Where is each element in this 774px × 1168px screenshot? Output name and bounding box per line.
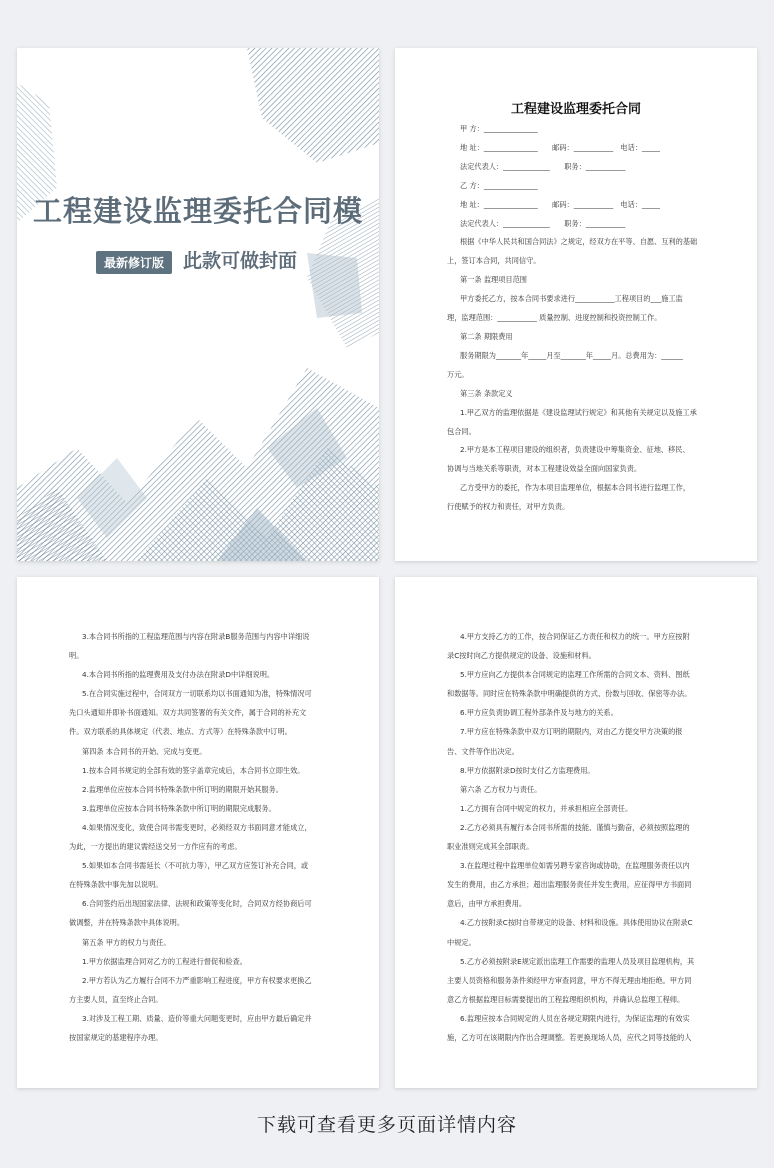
text-line: 服务期限为_______年_____月至_______年_____月。总费用为：______: [460, 350, 683, 360]
text-line: 明。: [69, 651, 84, 661]
text-line: 3.本合同书所指的工程监理范围与内容在附录B服务范围与内容中详细说: [82, 632, 310, 641]
text-line: 为此，一方提出的建议需经送交另一方作应有的考虑。: [69, 842, 242, 852]
text-line: 法定代表人：_____________ 职务：___________: [460, 161, 626, 171]
text-line: 主要人员资格和服务条件须经甲方审查同意，甲方不得无理由地拒绝。甲方同: [447, 975, 692, 985]
text-line: 第六条 乙方权力与责任。: [460, 784, 542, 794]
text-line: 1.按本合同书规定的全部有效的签字盖章完成后，本合同书立即生效。: [82, 765, 305, 775]
text-line: 发生的费用，由乙方承担；超出监理服务责任并发生费用，应征得甲方书面同: [447, 880, 692, 890]
text-line: 告、文件等作出决定。: [447, 746, 519, 756]
text-line: 行使赋予的权力和责任，对甲方负责。: [447, 502, 570, 512]
text-line: 意乙方根据监理目标需要提出的工程监理组织机构，并确认总监理工程师。: [447, 994, 685, 1004]
text-line: 做调整，并在特殊条款中具体说明。: [69, 918, 185, 928]
text-line: 第一条 监理项目范围: [460, 275, 527, 285]
cover-badge: 最新修订版: [96, 251, 172, 274]
text-line: 5.如果如本合同书需延长（不可抗力等），甲乙双方应签订补充合同，或: [82, 861, 309, 871]
text-line: 5.乙方必须按附录E规定派出监理工作需要的监理人员及项目监理机构，其: [460, 956, 695, 966]
text-line: 4.本合同书所指的监理费用及支付办法在附录D中详细说明。: [82, 670, 275, 680]
text-line: 1.甲乙双方的监理依据是《建设监理试行规定》和其他有关规定以及施工承: [460, 407, 697, 417]
text-line: 施，乙方可在该期限内作出合理调整。若更换现场人员，应代之同等技能的人: [447, 1032, 692, 1042]
text-line: 1.甲方依据监理合同对乙方的工程进行督促和检查。: [82, 956, 247, 966]
text-line: 2.甲方若认为乙方履行合同不力严重影响工程进度，甲方有权要求更换乙: [82, 975, 312, 985]
text-line: 包合同。: [447, 426, 476, 436]
text-line: 录C按时向乙方提供规定的设备、设施和材料。: [447, 651, 596, 661]
text-line: 3.对涉及工程工期、质量、造价等重大问题变更时，应由甲方最后确定并: [82, 1013, 312, 1023]
text-line: 2.甲方是本工程项目建设的组织者，负责建设中筹集资金、征地、移民、: [460, 445, 690, 455]
cover-subtitle: 此款可做封面: [183, 250, 298, 272]
text-line: 根据《中华人民共和国合同法》之规定，经双方在平等、自愿、互利的基础: [460, 237, 698, 247]
text-line: 8.甲方依据附录D按时支付乙方监理费用。: [460, 765, 595, 775]
text-line: 万元。: [447, 369, 469, 379]
text-line: 意后，由甲方承担费用。: [447, 899, 527, 909]
text-line: 7.甲方应在特殊条款中双方订明的期限内，对由乙方提交甲方决策的报: [460, 727, 683, 737]
text-line: 乙方受甲方的委托，作为本项目监理单位，根据本合同书进行监理工作，: [460, 483, 691, 493]
contract-title: 工程建设监理委托合同: [510, 102, 641, 117]
text-line: 第四条 本合同书的开始、完成与变更。: [82, 746, 207, 756]
text-line: 第五条 甲方的权力与责任。: [82, 937, 171, 947]
text-line: 2.监理单位应按本合同书特殊条款中所订明的期限开始其服务。: [82, 784, 283, 794]
text-line: 和数据等。同时应在特殊条款中明确提供的方式、份数与回收、保密等办法。: [447, 689, 692, 699]
text-line: 2.乙方必须具有履行本合同书所需的技能、谨慎与勤奋，必须按照监理的: [460, 822, 690, 832]
text-line: 4.甲方支持乙方的工作，按合同保证乙方责任和权力的统一。甲方应按附: [460, 632, 690, 641]
text-line: 5.在合同实施过程中，合同双方一切联系均以书面通知为准，特殊情况可: [82, 689, 312, 699]
text-line: 5.甲方应向乙方提供本合同规定的监理工作所需的合同文本、资料、图纸: [460, 670, 690, 680]
text-line: 3.在监理过程中监理单位如需另聘专家咨询或协助，在监理服务责任以内: [460, 861, 690, 871]
contract-text: [447, 120, 707, 517]
text-line: 地 址：_______________ 邮码：___________ 电话：_____: [460, 199, 660, 209]
text-line: 4.乙方按附录C按时自带规定的设备、材料和设施。具体使用协议在附录C: [460, 918, 693, 928]
text-line: 中规定。: [447, 937, 476, 947]
text-line: 理，监理范围：___________ 质量控制、进度控制和投资控制工作。: [447, 313, 662, 323]
text-line: 职业准则完成其全部职责。: [447, 842, 534, 852]
text-line: 1.乙方拥有合同中规定的权力，并承担相应全部责任。: [460, 803, 633, 813]
cover-geometric-art: [17, 48, 379, 561]
text-line: 先口头通知并即补书面通知。双方共同签署的有关文件，属于合同的补充文: [69, 708, 307, 718]
text-line: 6.甲方应负责协调工程外部条件及与地方的关系。: [460, 708, 618, 718]
contract-page-3: [395, 577, 757, 1088]
text-line: 在特殊条款中事先加以说明。: [69, 880, 163, 890]
text-line: 方主要人员，直至终止合同。: [69, 994, 163, 1004]
cover-title: 工程建设监理委托合同模: [33, 194, 364, 228]
text-line: 第三条 条款定义: [460, 388, 513, 398]
text-line: 6.监理应按本合同规定的人员在各规定期限内进行，为保证监理的有效实: [460, 1013, 690, 1023]
contract-page-2: [17, 577, 379, 1088]
text-line: 6.合同签约后出现国家法律、法规和政策等变化时，合同双方经协商后可: [82, 899, 312, 909]
download-more-caption: 下载可查看更多页面详情内容: [256, 1114, 517, 1136]
text-line: 件。双方联系的具体规定（代表、地点、方式等）在特殊条款中订明。: [69, 727, 292, 737]
contract-text: [447, 627, 707, 1047]
text-line: 甲方委托乙方，按本合同书要求进行___________工程项目的___施工监: [460, 294, 683, 304]
text-line: 上，签订本合同，共同信守。: [447, 256, 541, 266]
text-line: 3.监理单位应按本合同书特殊条款中所订明的期限完成服务。: [82, 803, 276, 813]
text-line: 地 址：_______________ 邮码：___________ 电话：_____: [460, 142, 660, 152]
contract-text: [69, 627, 329, 1047]
text-line: 4.如果情况变化，致使合同书需变更时，必须经双方书面同意才能成立，: [82, 822, 312, 832]
cover-page: [17, 48, 379, 561]
text-line: 甲 方：_______________: [460, 124, 538, 133]
text-line: 按国家规定的基建程序办理。: [69, 1032, 163, 1042]
contract-page-1: [395, 48, 757, 561]
text-line: 乙 方：_______________: [460, 180, 538, 190]
text-line: 协调与当地关系等职责，对本工程建设效益全面向国家负责。: [447, 464, 642, 474]
text-line: 第二条 期限费用: [460, 331, 513, 341]
text-line: 法定代表人：_____________ 职务：___________: [460, 218, 626, 228]
